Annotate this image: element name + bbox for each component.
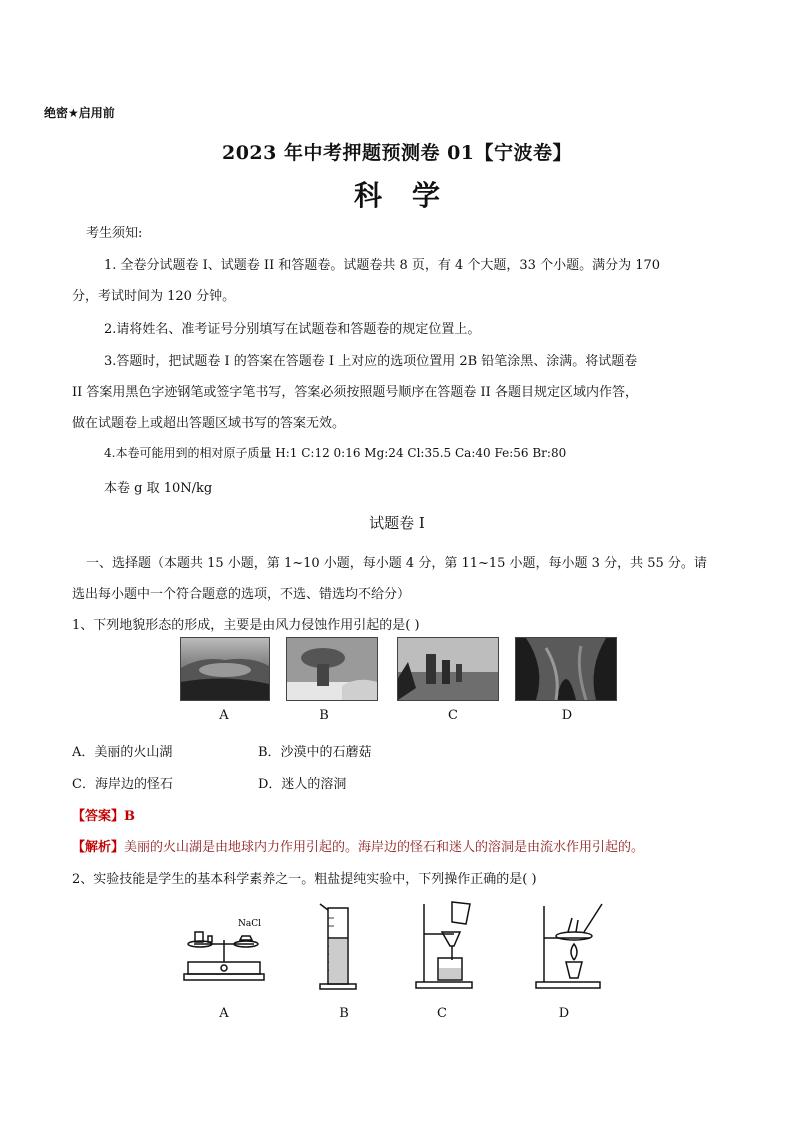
q2-image-balance [180, 910, 268, 990]
subject-title: 科学 [353, 179, 470, 212]
notice-item-3-cont2: 做在试题卷上或超出答题区域书写的答案无效。 [72, 416, 346, 431]
section-title: 试题卷 I [369, 514, 425, 532]
q2-image-filtration [414, 896, 478, 992]
q1-image-volcano-lake [180, 637, 270, 701]
q1-image-karst-cave [515, 637, 617, 701]
nacl-label: NaCl [238, 919, 262, 929]
notice-item-3-cont: II 答案用黑色字迹钢笔或签字笔书写，答案必须按照题号顺序在答题卷 II 各题目规定区域内作答， [72, 385, 638, 400]
analysis-text: 美丽的火山湖是由地球内力作用引起的。海岸边的怪石和迷人的溶洞是由流水作用引起的。 [124, 840, 645, 855]
q1-analysis [72, 836, 644, 855]
q1-image-sea-stacks [397, 637, 499, 701]
q1-stem: 1、下列地貌形态的形成，主要是由风力侵蚀作用引起的是( ) [72, 618, 420, 633]
exam-title: 2023 年中考押题预测卷 01【宁波卷】 [221, 142, 573, 164]
q1-option-b: B．沙漠中的石蘑菇 [258, 745, 372, 760]
q1-caption-d: D [561, 708, 573, 723]
q2-image-evaporation [532, 898, 612, 992]
q1-answer [72, 805, 135, 824]
q1-option-d: D．迷人的溶洞 [258, 777, 347, 792]
q1-option-a: A．美丽的火山湖 [72, 745, 173, 760]
notice-item-1: 1. 全卷分试题卷 I、试题卷 II 和答题卷。试题卷共 8 页，有 4 个大题，33 个小题。满分为 170 [104, 258, 661, 273]
notice-item-2: 2.请将姓名、准考证号分别填写在试题卷和答题卷的规定位置上。 [104, 322, 481, 337]
confidential-label: 绝密★启用前 [44, 106, 115, 120]
section-intro: 一、选择题（本题共 15 小题，第 1~10 小题，每小题 4 分，第 11~15 小题，每小题 3 分，共 55 分。请 [86, 556, 707, 571]
q1-caption-c: C [448, 708, 458, 723]
q2-image-graduated-cylinder [316, 898, 362, 992]
section-intro-cont: 选出每小题中一个符合题意的选项，不选、错选均不给分） [72, 587, 411, 602]
answer-tag: 【答案】 [72, 809, 125, 824]
q2-caption-d: D [558, 1006, 570, 1021]
q2-caption-c: C [437, 1006, 447, 1021]
q1-caption-a: A [219, 708, 229, 723]
q2-caption-b: B [339, 1006, 349, 1021]
notice-heading: 考生须知: [86, 226, 143, 241]
notice-item-5: 本卷 g 取 10N/kg [104, 481, 213, 496]
q1-image-mushroom-rock [286, 637, 378, 701]
q2-caption-a: A [219, 1006, 229, 1021]
q2-stem: 2、实验技能是学生的基本科学素养之一。粗盐提纯实验中，下列操作正确的是( ) [72, 872, 537, 887]
notice-item-4: 4.本卷可能用到的相对原子质量 H:1 C:12 0:16 Mg:24 Cl:35.5 Ca:40 Fe:56 Br:80 [104, 446, 567, 460]
notice-item-3: 3.答题时，把试题卷 I 的答案在答题卷 I 上对应的选项位置用 2B 铅笔涂黑、涂满。将试题卷 [104, 354, 638, 369]
answer-value: B [124, 809, 136, 824]
notice-item-1-cont: 分，考试时间为 120 分钟。 [72, 289, 236, 304]
analysis-tag: 【解析】 [72, 840, 125, 855]
q1-caption-b: B [319, 708, 329, 723]
q1-option-c: C．海岸边的怪石 [72, 777, 173, 792]
